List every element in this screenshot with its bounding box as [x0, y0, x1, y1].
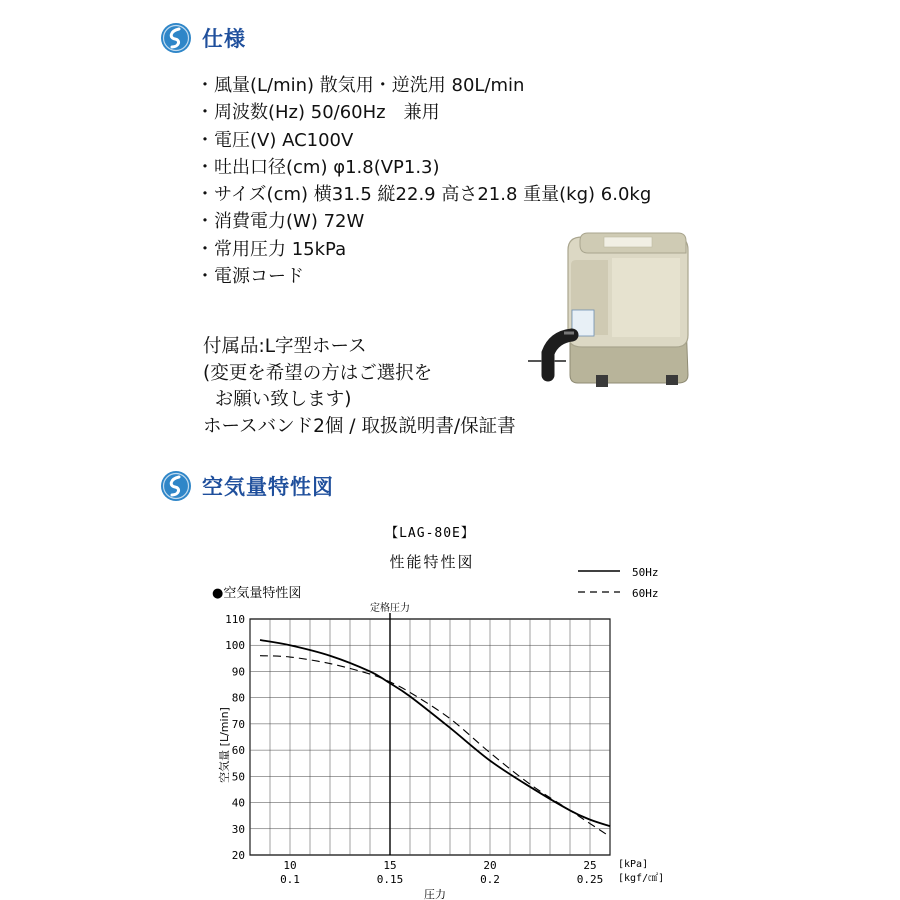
rated-pressure-label: 定格圧力: [370, 603, 410, 614]
x-axis-label: 圧力: [424, 888, 446, 900]
y-tick-label: 80: [231, 691, 245, 705]
spec-section-title: 仕様: [202, 27, 246, 51]
chart-subtitle: ●空気量特性図: [212, 586, 302, 601]
y-tick-label: 40: [231, 796, 245, 810]
x-tick-label-kgf: 0.15: [376, 873, 404, 886]
blue-swirl-icon: [160, 22, 192, 54]
accessory-line: お願い致します): [203, 389, 352, 410]
spec-item: ・消費電力(W) 72W: [196, 211, 365, 233]
x-tick-label-kpa: 15: [383, 859, 397, 872]
air-volume-chart: [200, 515, 680, 900]
accessories-text: [203, 334, 516, 440]
x-tick-label-kpa: 25: [583, 859, 597, 872]
chart-model-label: 【LAG-80E】: [385, 526, 475, 541]
chart-section-header: [160, 470, 334, 502]
y-tick-label: 70: [231, 717, 245, 731]
accessory-line: 付属品:L字型ホース: [203, 336, 367, 357]
y-axis-label: 空気量 [L/min]: [218, 707, 231, 783]
x-tick-label-kgf: 0.2: [480, 873, 500, 886]
y-tick-label: 60: [231, 744, 245, 758]
y-tick-label: 110: [225, 613, 245, 626]
spec-item: ・吐出口径(cm) φ1.8(VP1.3): [196, 156, 440, 178]
y-tick-label: 30: [231, 822, 245, 836]
accessory-line: (変更を希望の方はご選択を: [203, 362, 433, 384]
series-line-60hz: [260, 656, 610, 837]
spec-item: ・電源コード: [196, 266, 304, 288]
spec-item: ・サイズ(cm) 横31.5 縦22.9 高さ21.8 重量(kg) 6.0kg: [196, 184, 652, 206]
spec-item: ・常用圧力 15kPa: [196, 238, 347, 260]
spec-item: ・風量(L/min) 散気用・逆洗用 80L/min: [196, 75, 525, 96]
spec-section-header: [160, 22, 246, 54]
x-tick-label-kpa: 10: [283, 859, 297, 872]
chart-title: 性能特性図: [389, 553, 475, 571]
chart-legend: [578, 566, 659, 600]
x-tick-label-kgf: 0.1: [280, 873, 300, 886]
legend-label-50hz: 50Hz: [632, 566, 659, 579]
legend-label-60hz: 60Hz: [632, 587, 659, 600]
y-tick-label: 50: [231, 770, 245, 784]
air-pump-product-image: [508, 225, 698, 395]
series-line-50hz: [260, 640, 610, 826]
spec-item: ・周波数(Hz) 50/60Hz 兼用: [196, 102, 440, 124]
chart-section-title: 空気量特性図: [202, 475, 334, 499]
spec-item: ・電圧(V) AC100V: [196, 129, 354, 151]
y-tick-label: 20: [231, 849, 245, 862]
x-tick-label-kpa: 20: [483, 859, 497, 872]
x-unit-kgf: [kgf/㎠]: [618, 873, 665, 884]
x-unit-kpa: [kPa]: [618, 859, 649, 870]
x-tick-label-kgf: 0.25: [576, 873, 604, 886]
y-tick-label: 100: [225, 639, 245, 653]
y-tick-label: 90: [231, 665, 245, 679]
accessory-line: ホースバンド2個 / 取扱説明書/保証書: [203, 415, 516, 437]
blue-swirl-icon: [160, 470, 192, 502]
